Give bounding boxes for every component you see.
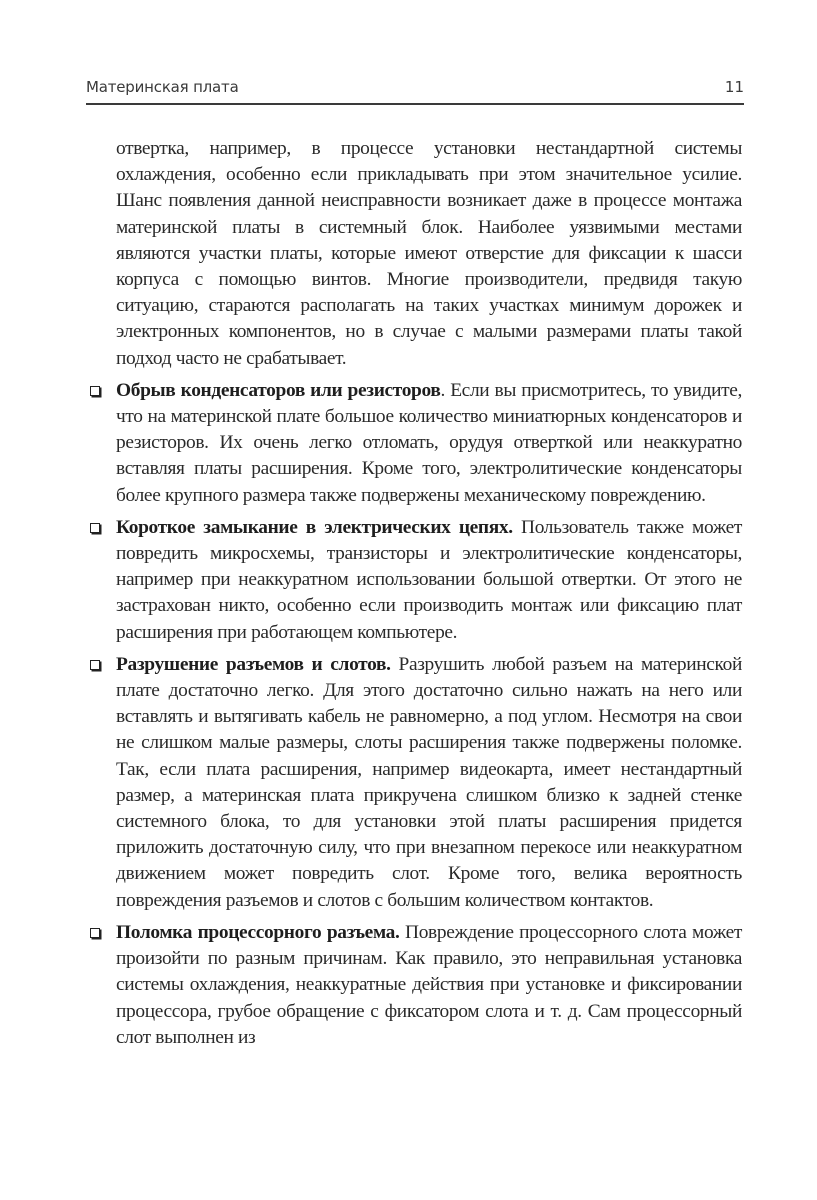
item-text: Пользователь также может повредить микросхемы, транзисторы и электролитические конденсаторы, например при неаккуратном использовании большой отвертки. От этого не застрахован никто, особенно если производить монтаж или фиксацию плат расширения при работающем компьютере.	[116, 516, 742, 643]
item-heading: Короткое замыкание в электрических цепях.	[116, 516, 513, 538]
checkbox-bullet-icon	[90, 523, 100, 533]
chapter-title: Материнская плата	[86, 78, 239, 96]
item-text: Повреждение процессорного слота может произойти по разным причинам. Как правило, это неправильная установка системы охлаждения, неаккуратные действия при установке и фиксировании процессора, грубое обращение с фиксатором слота и т. д. Сам процессорный слот выполнен из	[116, 921, 742, 1048]
page-number: 11	[724, 78, 744, 96]
checkbox-bullet-icon	[90, 386, 100, 396]
intro-paragraph: отвертка, например, в процессе установки нестандартной системы охлаждения, особенно если прикладывать при этом значительное усилие. Шанс появления данной неисправности возникает даже в процессе монтажа материнской платы в системный блок. Наиболее уязвимыми местами являются участки платы, которые имеют отверстие для фиксации к шасси корпуса с помощью винтов. Многие производители, предвидя такую ситуацию, стараются располагать на таких участках минимум дорожек и электронных компонентов, но в случае с малыми размерами платы такой подход часто не срабатывает.	[116, 138, 742, 369]
item-heading: Обрыв конденсаторов или резисторов	[116, 379, 441, 401]
checkbox-bullet-icon	[90, 660, 100, 670]
body-text	[116, 136, 742, 1051]
list-item	[116, 920, 742, 1051]
list-item	[116, 652, 742, 914]
list-item	[116, 378, 742, 509]
list-item	[116, 515, 742, 646]
checkbox-bullet-icon	[90, 928, 100, 938]
running-header	[86, 78, 744, 102]
item-heading: Поломка процессорного разъема.	[116, 921, 400, 943]
item-heading: Разрушение разъемов и слотов.	[116, 653, 391, 675]
header-divider	[86, 103, 744, 105]
item-text: Разрушить любой разъем на материнской плате достаточно легко. Для этого достаточно сильно нажать на него или вставлять и вытягивать кабель не равномерно, а под углом. Несмотря на свои не слишком малые размеры, слоты расширения также подвержены поломке. Так, если плата расширения, например видеокарта, имеет нестандартный размер, а материнская плата прикручена слишком близко к задней стенке системного блока, то для установки этой платы расширения придется приложить достаточную силу, что при внезапном перекосе или неаккуратном движением может повредить слот. Кроме того, велика вероятность повреждения разъемов и слотов с большим количеством контактов.	[116, 653, 742, 911]
item-text: . Если вы присмотритесь, то увидите, что на материнской плате большое количество миниатюрных конденсаторов и резисторов. Их очень легко отломать, орудуя отверткой или неаккуратно вставляя платы расширения. Кроме того, электролитические конденсаторы более крупного размера также подвержены механическому повреждению.	[116, 379, 742, 506]
